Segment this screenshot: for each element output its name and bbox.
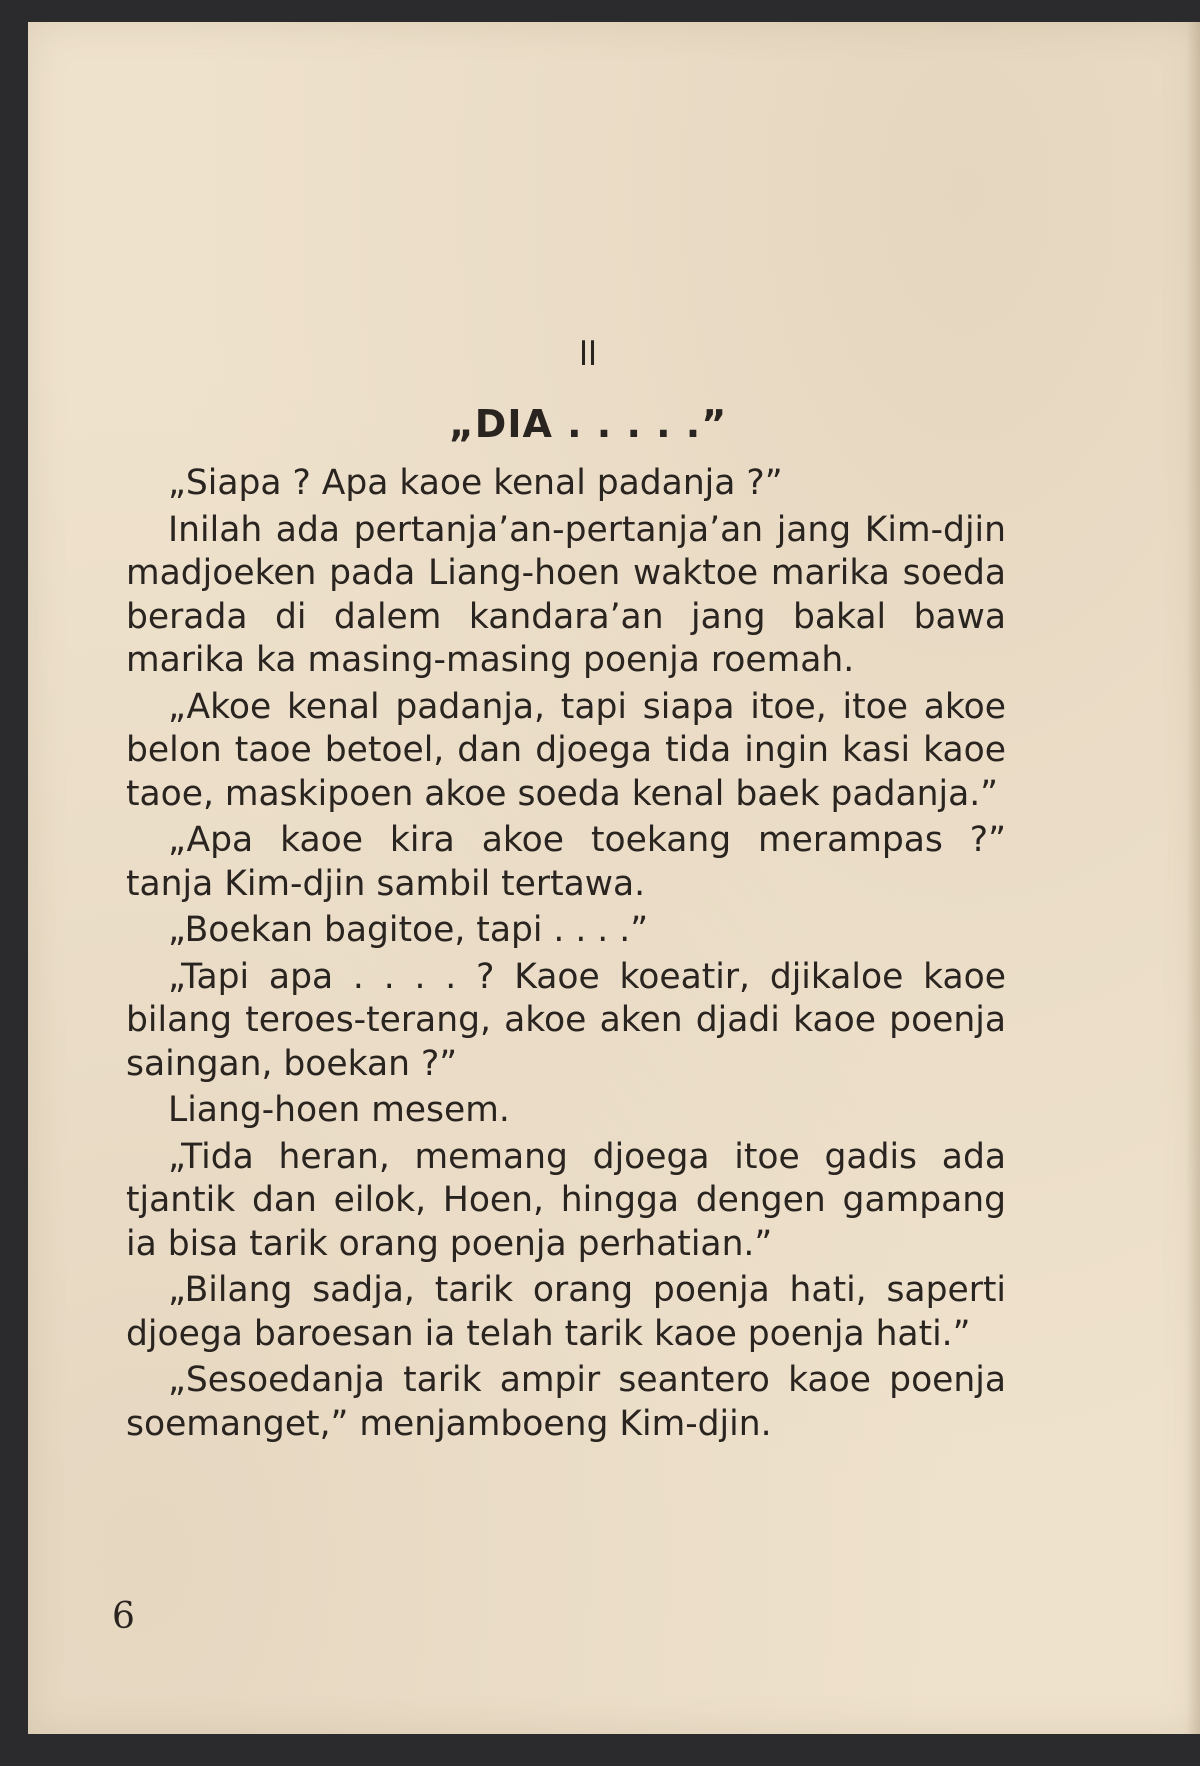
paragraph: Inilah ada pertanja’an-pertanja’an jang Kim-djin madjoeken pada Liang-hoen waktoe marika soeda berada di dalem kandara’an jang bakal bawa marika ka masing-masing poenja roemah.	[126, 509, 1006, 680]
page-number: 6	[112, 1596, 135, 1637]
paragraph: „Siapa ? Apa kaoe kenal padanja ?”	[168, 463, 783, 503]
paragraph: „Akoe kenal padanja, tapi siapa itoe, itoe akoe belon taoe betoel, dan djoega tida ingin kasi kaoe taoe, maskipoen akoe soeda kenal baek padanja.”	[126, 686, 1006, 814]
paragraph: Liang-hoen mesem.	[168, 1090, 510, 1130]
page-edge-shadow	[1186, 22, 1200, 1734]
paragraph: „Sesoedanja tarik ampir seantero kaoe poenja soemanget,” menjamboeng Kim-djin.	[126, 1360, 1006, 1444]
chapter-number: II	[578, 334, 598, 374]
chapter-title: „DIA . . . . .”	[448, 402, 728, 446]
book-page	[28, 22, 1200, 1734]
paragraph: „Tida heran, memang djoega itoe gadis ada tjantik dan eilok, Hoen, hingga dengen gampang ia bisa tarik orang poenja perhatian.”	[126, 1136, 1006, 1264]
body-text	[126, 462, 1006, 1449]
paragraph: „Tapi apa . . . . ? Kaoe koeatir, djikaloe kaoe bilang teroes-terang, akoe aken djadi kaoe poenja saingan, boekan ?”	[126, 956, 1006, 1084]
paragraph: „Apa kaoe kira akoe toekang merampas ?” tanja Kim-djin sambil tertawa.	[126, 820, 1006, 904]
paragraph: „Bilang sadja, tarik orang poenja hati, saperti djoega baroesan ia telah tarik kaoe poenja hati.”	[126, 1270, 1006, 1354]
paragraph: „Boekan bagitoe, tapi . . . .”	[168, 910, 649, 950]
